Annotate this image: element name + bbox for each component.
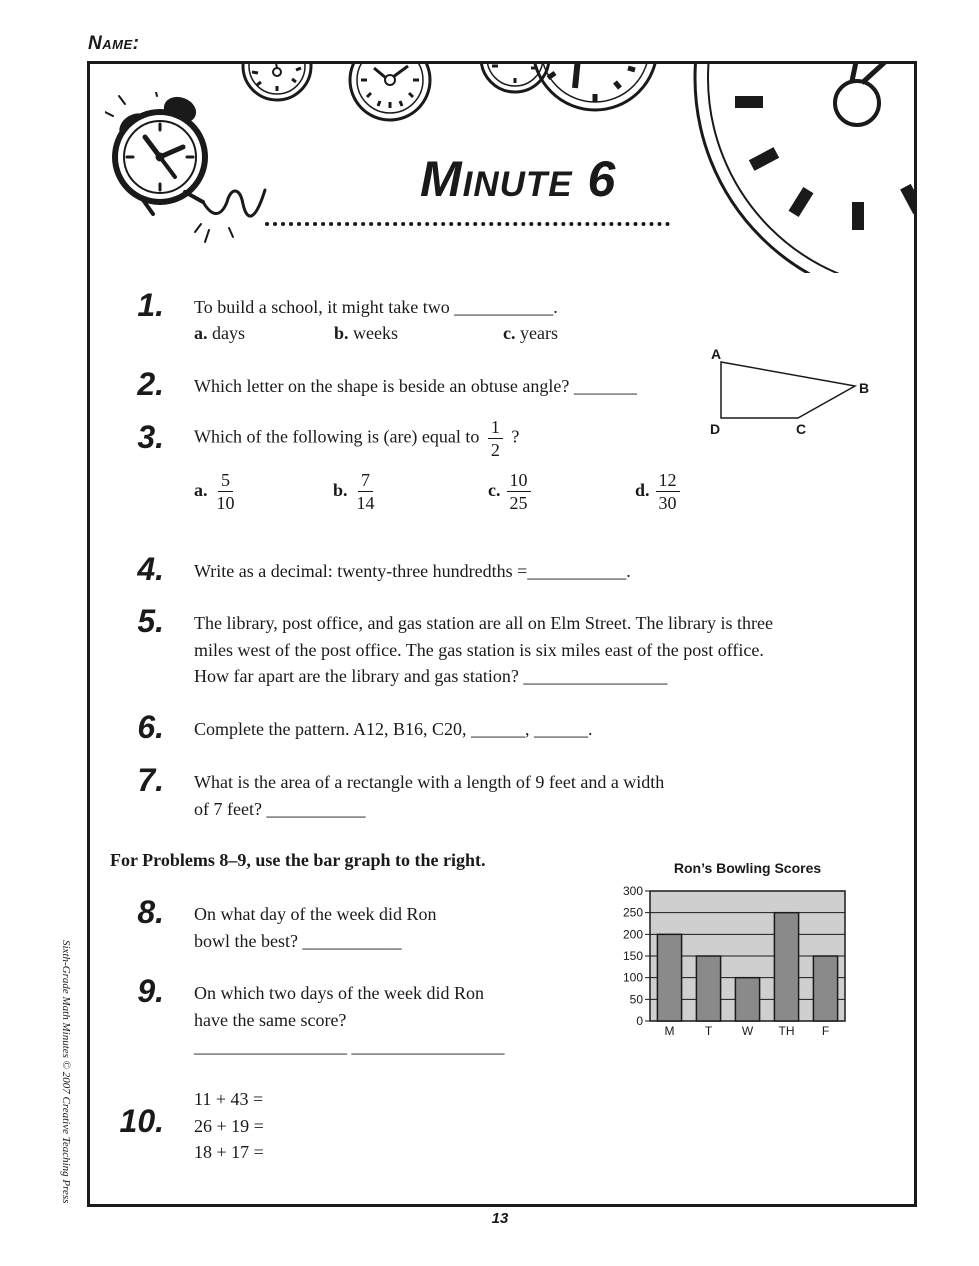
vertex-label-d: D [710, 421, 721, 437]
question-number: 5. [137, 603, 164, 639]
alarm-clock-icon [105, 92, 280, 247]
vertex-label-c: C [796, 421, 807, 437]
page-number: 13 [491, 1210, 509, 1227]
chart-title: Ron’s Bowling Scores [673, 860, 822, 876]
clock-icon [350, 58, 430, 120]
bar [774, 913, 798, 1021]
bar [696, 956, 720, 1021]
name-label: Name: [88, 33, 140, 54]
question-1-text: To build a school, it might take two ___________. [194, 297, 558, 317]
question-number: 8. [137, 894, 164, 930]
y-tick-label: 50 [629, 992, 643, 1007]
x-tick-label: W [741, 1024, 754, 1038]
question-5-text: The library, post office, and gas station are all on Elm Street. The library is three miles west of the post office. The gas station is six miles east of the post office. How far apart are the library and gas station? ________________ [194, 613, 773, 686]
bowling-scores-chart [610, 880, 860, 1045]
clock-icon [695, 58, 920, 273]
question-number: 10. [119, 1103, 164, 1139]
question-10-text: 11 + 43 = 26 + 19 = 18 + 17 = [194, 1089, 264, 1162]
question-3-option-b: b. $\frac{7}{14}$ [333, 470, 375, 513]
quadrilateral-outline [721, 362, 855, 418]
bar [813, 956, 837, 1021]
question-1-option-b: b. weeks [334, 323, 398, 343]
copyright-credit: Sixth-Grade Math Minutes © 2007 Creative Teaching Press [60, 940, 72, 1204]
question-number: 9. [137, 973, 164, 1009]
y-tick-label: 150 [622, 949, 643, 963]
question-7-text: What is the area of a rectangle with a length of 9 feet and a width of 7 feet? ___________ [194, 772, 665, 819]
x-tick-label: TH [778, 1024, 795, 1038]
vertex-label-b: B [859, 380, 870, 396]
quadrilateral-shape [700, 340, 880, 440]
question-4-text: Write as a decimal: twenty-three hundredths =___________. [194, 561, 631, 581]
question-number: 4. [137, 551, 164, 587]
title-divider [265, 222, 670, 226]
y-tick-label: 100 [622, 970, 643, 985]
y-tick-label: 0 [636, 1014, 643, 1028]
question-number: 2. [137, 366, 164, 402]
y-tick-label: 200 [622, 927, 643, 942]
question-2-text: Which letter on the shape is beside an obtuse angle? _______ [194, 376, 637, 396]
question-number: 1. [137, 287, 164, 323]
question-number: 3. [137, 419, 164, 455]
question-3-option-c: c. $\frac{10}{25}$ [488, 469, 535, 514]
question-number: 7. [137, 762, 164, 798]
y-tick-label: 250 [622, 905, 643, 920]
question-3-option-a: a. $\frac{5}{10}$ [194, 470, 235, 513]
question-6-text: Complete the pattern. A12, B16, C20, ______, ______. [194, 719, 593, 739]
x-tick-label: F [821, 1024, 830, 1038]
bar [657, 934, 681, 1021]
question-8-text: On what day of the week did Ron bowl the best? ___________ [194, 904, 437, 951]
page-title: Minute 6 [420, 151, 617, 207]
x-tick-label: T [704, 1024, 713, 1038]
clock-icon [533, 58, 657, 110]
vertex-label-a: A [711, 346, 722, 362]
bar [735, 978, 759, 1021]
question-3-option-d: d. $\frac{12}{30}$ [635, 469, 684, 514]
question-number: 6. [137, 709, 164, 745]
section-title: For Problems 8–9, use the bar graph to the right. [110, 850, 486, 870]
y-tick-label: 300 [622, 884, 643, 898]
question-1-option-a: a. days [194, 323, 245, 343]
question-9-text: On which two days of the week did Ron have the same score? _________________ _________________ [194, 983, 505, 1056]
question-3-text: Which of the following is (are) equal to $\frac{1}{2}$ ? [194, 417, 520, 460]
x-tick-label: M [664, 1024, 675, 1038]
fraction: $\frac{1}{2}$ [488, 416, 503, 461]
question-1-option-c: c. years [503, 323, 558, 343]
